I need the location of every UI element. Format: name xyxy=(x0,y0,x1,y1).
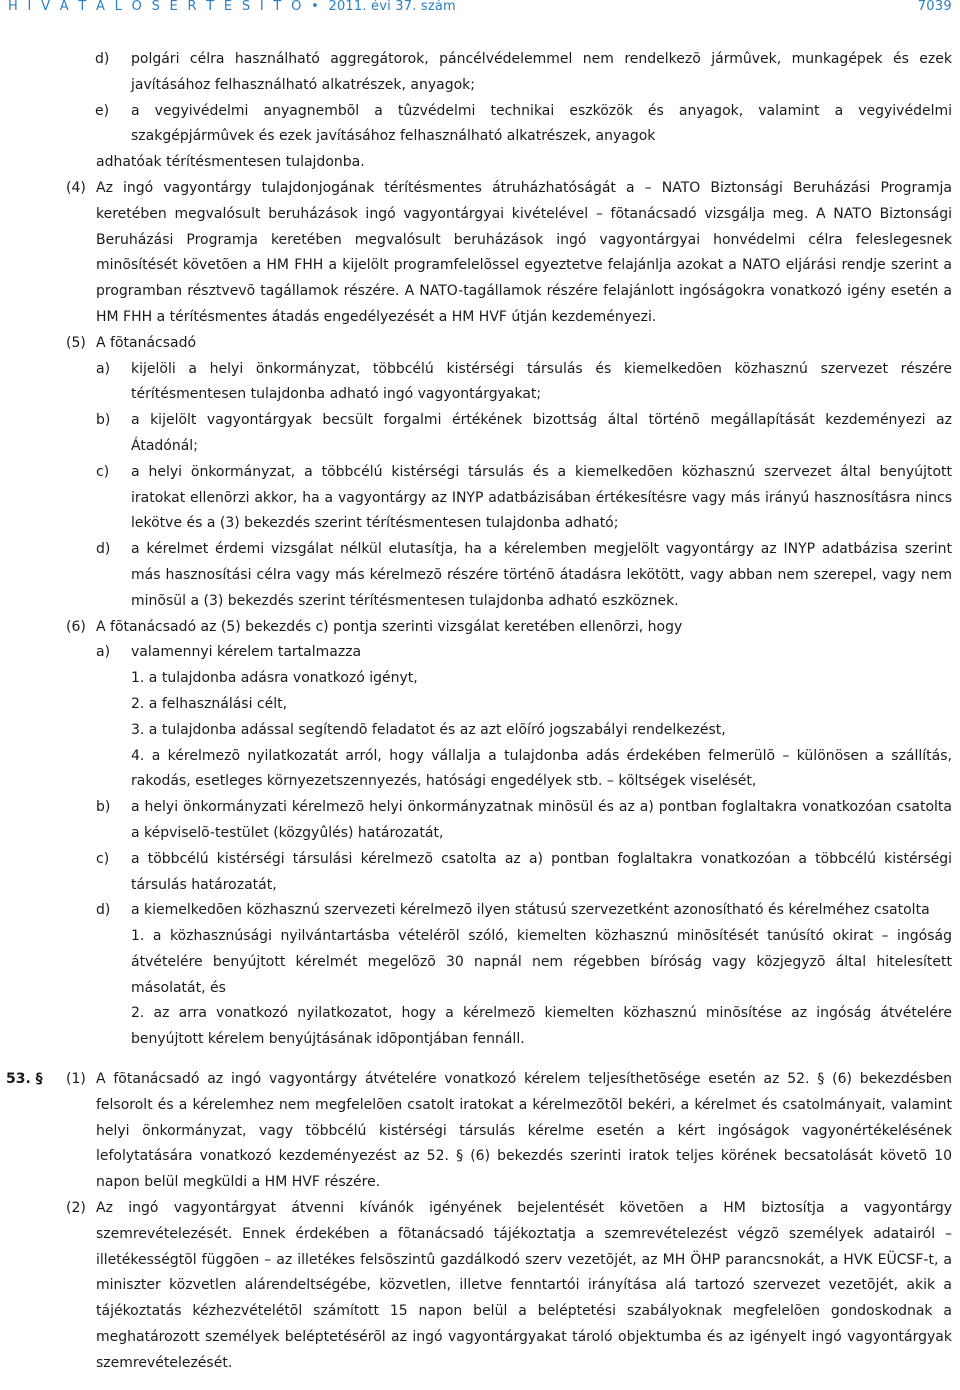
item-label: b) xyxy=(96,799,111,816)
running-header xyxy=(8,0,952,16)
closing-line xyxy=(96,150,952,176)
sub-item xyxy=(131,744,952,796)
paragraph-label: (5) xyxy=(66,334,86,351)
item-text: a helyi önkormányzat, a többcélú kistérségi társulás és a kiemelkedõen közhasznú szervezet által benyújtott iratokat ellenõrzi akkor, ha a vagyontárgy az INYP adatbázisában értékesítésre vagy más irányú hasznosításra nincs lekötve és a (3) bekezdés szerint térítésmentesen tulajdonba adható; xyxy=(131,463,952,532)
item-text: a helyi önkormányzati kérelmezõ helyi önkormányzatnak minõsül és az a) pontban foglaltakra vonatkozóan csatolta a képviselõ-testület (közgyûlés) határozatát, xyxy=(131,799,952,841)
section-53-paragraph-1 xyxy=(6,1067,952,1196)
sub-item xyxy=(131,718,952,744)
sub-item-text: 1. a tulajdonba adásra vonatkozó igényt, xyxy=(131,670,418,687)
sub-item xyxy=(131,924,952,1001)
item-text: polgári célra használható aggregátorok, páncélvédelemmel nem rendelkezõ jármûvek, munkagépek és ezek javításához felhasználható alkatrészek, anyagok; xyxy=(131,51,952,93)
item-label: b) xyxy=(96,412,111,429)
item-text: a kijelölt vagyontárgyak becsült forgalmi értékének bizottság által történõ megállapítását kezdeményezi az Átadónál; xyxy=(131,412,952,454)
item-label: e) xyxy=(95,102,110,119)
sub-item xyxy=(131,666,952,692)
paragraph-5-intro xyxy=(66,331,952,357)
list-item xyxy=(96,537,952,614)
item-label: c) xyxy=(96,850,110,867)
item-label: d) xyxy=(96,541,111,558)
sub-item-text: 2. a felhasználási célt, xyxy=(131,695,288,712)
paragraph-text: Az ingó vagyontárgy tulajdonjogának térítésmentes átruházhatóságát a – NATO Biztonsági Beruházási Programja keretében megvalósult beruházások ingó vagyontárgyai kivételével – fõtanácsadó vizsgálja meg. A NATO Biztonsági Beruházási Programja keretében megvalósult beruházások ingó vagyontárgyai honvédelmi célra feleslegesnek minõsítését követõen a HM FHH a kijelölt programfelelõssel egyeztetve felajánlja azokat a NATO eljárási rendje szerint a programban résztvevõ tagállamok részére. A NATO-tagállamok részére felajánlott ingóságokra vonatkozó igény esetén a HM FHH a térítésmentes átadás engedélyezését a HM HVF útján kezdeményezi. xyxy=(96,179,952,325)
list-item xyxy=(95,47,952,99)
paragraph-6-intro xyxy=(66,615,952,641)
paragraph-label: (2) xyxy=(66,1200,86,1217)
item-text: a vegyivédelmi anyagnembõl a tûzvédelmi technikai eszközök és anyagok, valamint a vegyivédelmi szakgépjármûvek és ezek javításához felhasználható alkatrészek, anyagok xyxy=(131,102,952,145)
list-item xyxy=(96,357,952,409)
item-label: d) xyxy=(96,902,111,919)
list-item xyxy=(96,847,952,899)
section-spacer xyxy=(0,1053,960,1067)
paragraph-text: A fõtanácsadó az (5) bekezdés c) pontja szerinti vizsgálat keretében ellenõrzi, hogy xyxy=(96,618,683,635)
separator-bullet: • xyxy=(311,0,322,14)
item-text: a kiemelkedõen közhasznú szervezeti kérelmezõ ilyen státusú szervezetként azonosítható és kérelméhez csatolta xyxy=(131,902,930,919)
paragraph-label: (6) xyxy=(66,618,86,635)
paragraph-text: A fõtanácsadó az ingó vagyontárgy átvételére vonatkozó kérelem teljesíthetõsége esetén az 52. § (6) bekezdésben felsorolt és a kérelemhez nem megfelelõen csatolt iratokat a kérelmezõtõl bekéri, a kérelmet és csatolmányait, valamint helyi önkormányzat, vagy többcélú kistérségi társulás kérelme esetén a kért ingóságok vagyonértékelésének lefolytatására vonatkozó kezdeményezést az 52. § (6) bekezdés szerinti iratok teljes körének becsatolását követõ 10 napon belül megküldi a HM HVF részére. xyxy=(96,1071,952,1191)
issue-label: 2011. évi 37. szám xyxy=(328,0,456,14)
journal-title xyxy=(8,0,456,14)
list-item xyxy=(95,99,952,151)
sub-item-text: 1. a közhasznúsági nyilvántartásba vételérõl szóló, kiemelten közhasznú minõsítését tanúsító okirat – ingóság átvételére benyújtott kérelmét megelõzõ 30 napnál nem régebben bíróság vagy közjegyzõ által hitelesített másolatát, és xyxy=(131,928,952,996)
page-body xyxy=(0,47,960,1377)
item-label: c) xyxy=(96,463,110,480)
paragraph-text: A fõtanácsadó xyxy=(96,334,197,351)
item-label: a) xyxy=(96,644,111,661)
paragraph-text: Az ingó vagyontárgyat átvenni kívánók igényének bejelentését követõen a HM biztosítja a vagyontárgy szemrevételezését. Ennek érdekében a fõtanácsadó tájékoztatja a szemrevételezést végzõ személyek adatairól – illetékességtõl függõen – az illetékes felsõszintû gazdálkodó szerv vezetõjét, az MH ÖHP parancsnokát, a HVK EÜCSF-t, a miniszter közvetlen alárendeltségébe, közvetlen, illetve fenntartói irányítása alá tartozó szervezet vezetõjét, akik a tájékoztatás kézhezvételétõl számított 15 napon belül a beléptetési szabályoknak megfelelõen gondoskodnak a meghatározott személyek beléptetésérõl az ingó vagyontárgyakat tároló objektumba és az igényelt ingó vagyontárgyak szemrevételezését. xyxy=(96,1200,952,1371)
paragraph-label: (4) xyxy=(66,179,86,196)
list-item xyxy=(96,898,952,924)
item-text: a kérelmet érdemi vizsgálat nélkül elutasítja, ha a kérelemben megjelölt vagyontárgy az INYP adatbázisa szerint más hasznosítási célra vagy más kérelmezõ részére történõ átadásra lekötött, vagy abban nem szerepel, vagy nem minõsül a (3) bekezdés szerint térítésmentesen tulajdonba adható eszköznek. xyxy=(131,541,952,609)
paragraph-4 xyxy=(66,176,952,331)
item-text: kijelöli a helyi önkormányzat, többcélú kistérségi társulás és kiemelkedõen közhasznú szervezet részére térítésmentesen tulajdonba adható ingó vagyontárgyakat; xyxy=(131,360,952,403)
sub-item xyxy=(131,1001,952,1053)
item-label: d) xyxy=(95,51,110,67)
list-item xyxy=(96,640,952,666)
list-item xyxy=(96,408,952,460)
sub-item-text: 4. a kérelmezõ nyilatkozatát arról, hogy vállalja a tulajdonba adás érdekében felmerülõ – különösen a szállítás, rakodás, esetleges környezetszennyezés, hatósági engedélyek stb. – költségek viselését, xyxy=(131,747,952,790)
sub-item-text: 2. az arra vonatkozó nyilatkozatot, hogy a kérelmezõ kiemelten közhasznú minõsítése az ingóság átvételére benyújtott kérelem benyújtásának idõpontjában fennáll. xyxy=(131,1005,952,1048)
item-text: valamennyi kérelem tartalmazza xyxy=(131,644,362,661)
sub-item-text: 3. a tulajdonba adással segítendõ feladatot és az azt elõíró jogszabályi rendelkezést, xyxy=(131,721,726,738)
journal-name: H I V A T A L O S É R T E S Í T Õ xyxy=(8,0,305,14)
section-number: 53. § xyxy=(6,1071,43,1088)
page-number: 7039 xyxy=(917,0,952,14)
list-item xyxy=(96,460,952,537)
item-text: a többcélú kistérségi társulási kérelmezõ csatolta az a) pontban foglaltakra vonatkozóan a többcélú kistérségi társulás határozatát, xyxy=(131,850,952,893)
section-53-paragraph-2 xyxy=(66,1196,952,1377)
paragraph-label: (1) xyxy=(66,1071,86,1088)
sub-item xyxy=(131,692,952,718)
list-item xyxy=(96,795,952,847)
closing-text: adhatóak térítésmentesen tulajdonba. xyxy=(96,154,365,171)
item-label: a) xyxy=(96,360,111,377)
